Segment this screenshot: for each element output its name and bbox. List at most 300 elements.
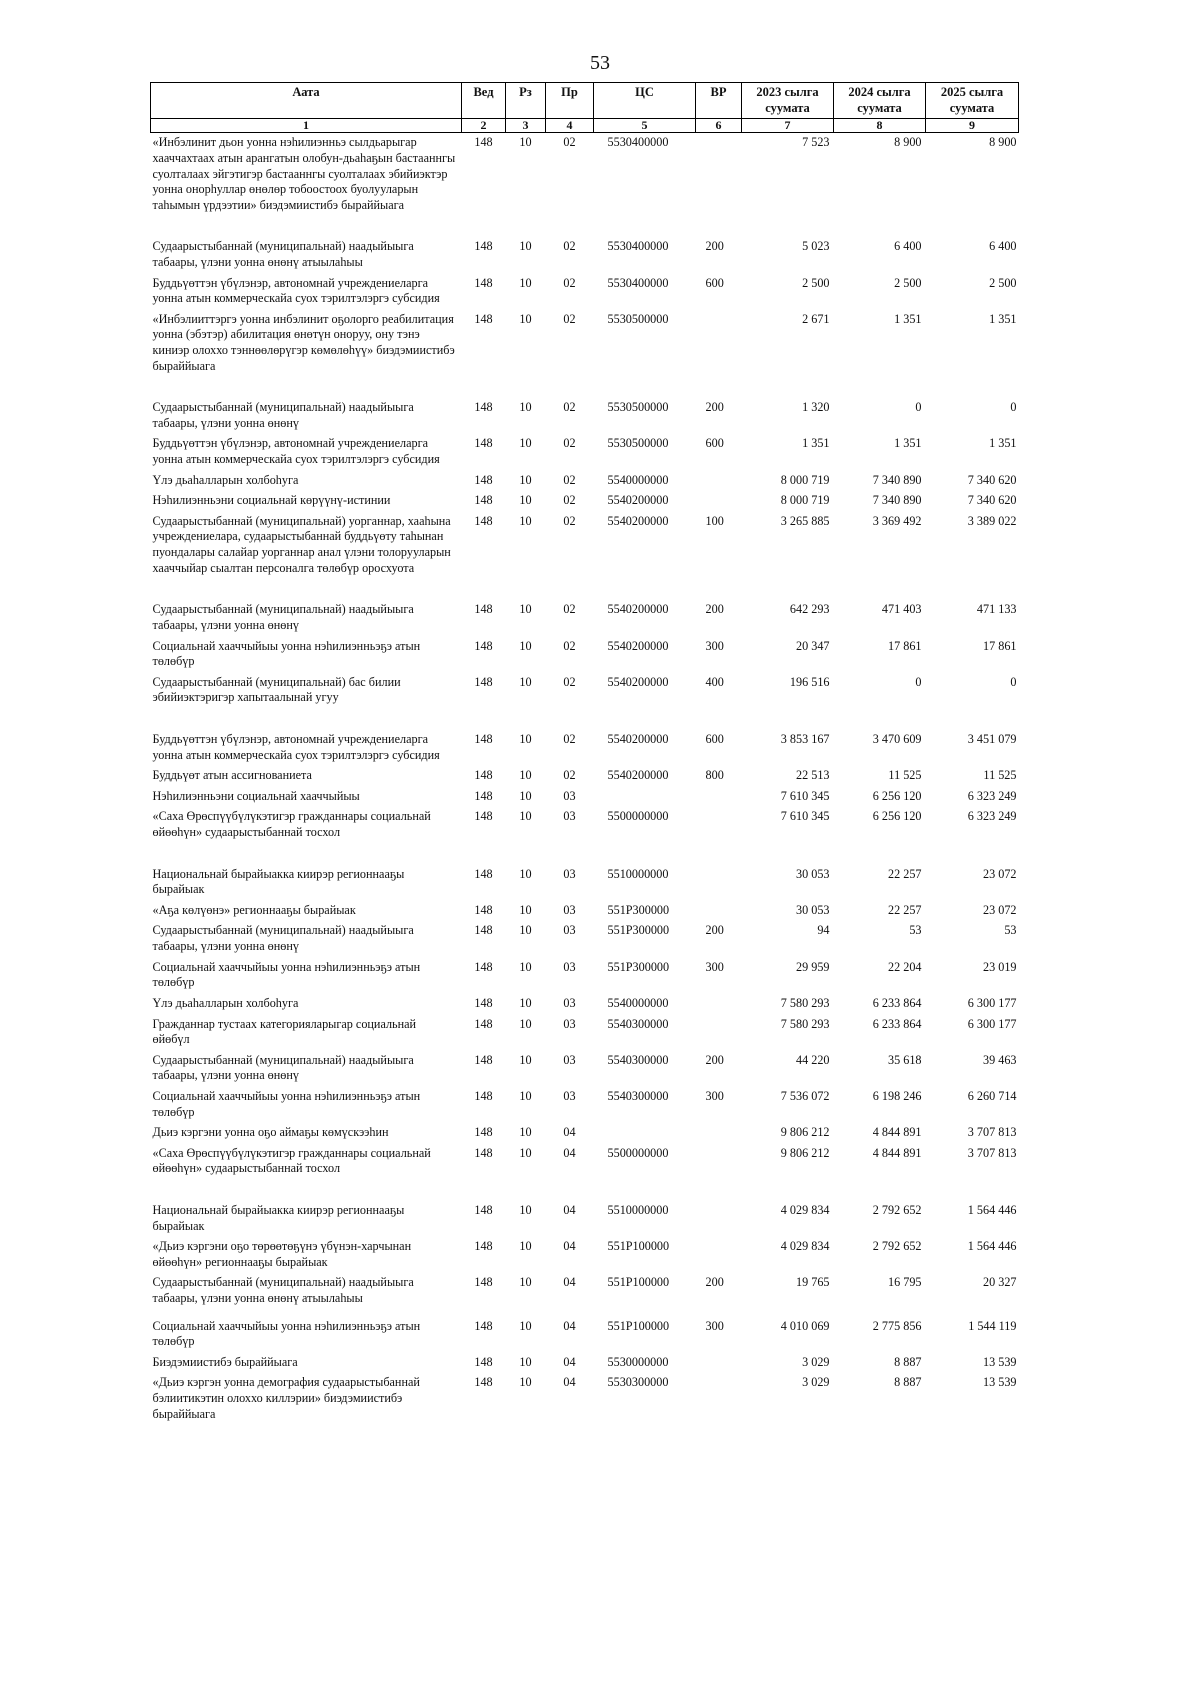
row-cs: 5500000000 xyxy=(607,1145,669,1160)
row-pr: 04 xyxy=(563,1318,576,1333)
row-ved: 148 xyxy=(474,400,493,415)
row-amount-2025: 0 xyxy=(1010,674,1017,689)
row-amount-2025: 1 351 xyxy=(989,436,1017,451)
row-rz: 10 xyxy=(519,275,532,290)
row-cs: 5530400000 xyxy=(607,239,669,254)
row-vr: 200 xyxy=(705,923,724,938)
row-amount-2025: 6 300 177 xyxy=(967,995,1017,1010)
header-ved: Вед xyxy=(462,83,506,119)
row-cs: 551P100000 xyxy=(607,1275,670,1290)
row-name: Судаарыстыбаннай (муниципальнай) уорганнар, хааһына учреждениелара, судаарыстыбаннай буддьүөту таһынан пуондалары салайар уорганнар анал үлэни толорууларын хааччыйар сыалтан персоналга төлөбүр оросхуота xyxy=(152,513,451,575)
header-rz: Рз xyxy=(506,83,546,119)
row-vr: 200 xyxy=(705,602,724,617)
row-ved: 148 xyxy=(474,638,493,653)
row-rz: 10 xyxy=(519,400,532,415)
row-rz: 10 xyxy=(519,959,532,974)
row-ved: 148 xyxy=(474,788,493,803)
row-cs: 5540200000 xyxy=(607,638,669,653)
row-amount-2025: 6 400 xyxy=(989,239,1017,254)
row-amount-2024: 0 xyxy=(915,400,922,415)
header-2023: 2023 сылга суумата xyxy=(742,83,834,119)
row-pr: 02 xyxy=(563,400,576,415)
row-amount-2024: 7 340 890 xyxy=(872,493,922,508)
row-amount-2023: 4 029 834 xyxy=(780,1239,830,1254)
row-amount-2025: 20 327 xyxy=(982,1275,1017,1290)
row-vr xyxy=(696,1201,742,1237)
row-rz: 10 xyxy=(519,1125,532,1140)
row-cs: 5540200000 xyxy=(607,513,669,528)
row-amount-2024: 6 233 864 xyxy=(872,1016,922,1031)
row-amount-2023: 4 029 834 xyxy=(780,1202,830,1217)
row-rz: 10 xyxy=(519,1318,532,1333)
table-row xyxy=(151,1015,1019,1051)
row-pr: 03 xyxy=(563,1088,576,1103)
table-row xyxy=(151,512,1019,600)
row-pr: 02 xyxy=(563,239,576,254)
table-row xyxy=(151,766,1019,787)
row-amount-2024: 53 xyxy=(909,923,922,938)
row-amount-2024: 22 257 xyxy=(887,866,922,881)
row-amount-2024: 35 618 xyxy=(887,1052,922,1067)
row-amount-2023: 5 023 xyxy=(802,239,830,254)
table-row xyxy=(151,1201,1019,1237)
row-ved: 148 xyxy=(474,768,493,783)
row-cs: 5530400000 xyxy=(607,275,669,290)
row-amount-2025: 6 323 249 xyxy=(967,788,1017,803)
row-ved: 148 xyxy=(474,311,493,326)
row-name: Социальнай хааччыйыы уонна нэһилиэнньэҕэ атын төлөбүр xyxy=(152,1088,421,1119)
row-name: Нэһилиэнньэни социальнай көрүүнү-истинии xyxy=(152,493,391,508)
table-row xyxy=(151,807,1019,864)
column-number: 9 xyxy=(926,118,1019,133)
row-name: «Саха Өрөспүүбүлүкэтигэр гражданнары социальнай өйөөһүн» судаарыстыбаннай тосхол xyxy=(152,809,431,840)
table-row xyxy=(151,1317,1019,1353)
table-row xyxy=(151,865,1019,901)
row-cs: 5530300000 xyxy=(607,1375,669,1390)
row-amount-2024: 8 887 xyxy=(894,1375,922,1390)
row-rz: 10 xyxy=(519,731,532,746)
row-cs: 5510000000 xyxy=(607,1202,669,1217)
column-number-row xyxy=(151,118,1019,133)
row-amount-2024: 4 844 891 xyxy=(872,1125,922,1140)
row-cs xyxy=(594,787,696,808)
row-amount-2023: 642 293 xyxy=(789,602,830,617)
row-pr: 03 xyxy=(563,995,576,1010)
row-amount-2025: 39 463 xyxy=(982,1052,1017,1067)
table-row xyxy=(151,1051,1019,1087)
row-ved: 148 xyxy=(474,1275,493,1290)
table-row xyxy=(151,398,1019,434)
row-rz: 10 xyxy=(519,1202,532,1217)
row-name: Судаарыстыбаннай (муниципальнай) наадыйыыга табаары, үлэни уонна өнөнү xyxy=(152,1052,414,1083)
row-vr xyxy=(696,471,742,492)
row-cs: 551P300000 xyxy=(607,923,670,938)
row-amount-2024: 1 351 xyxy=(894,436,922,451)
row-cs xyxy=(594,1123,696,1144)
row-vr xyxy=(696,1353,742,1374)
row-amount-2024: 2 500 xyxy=(894,275,922,290)
header-vr: ВР xyxy=(696,83,742,119)
row-cs: 5530500000 xyxy=(607,436,669,451)
row-vr: 100 xyxy=(705,513,724,528)
row-amount-2025: 3 451 079 xyxy=(967,731,1017,746)
row-cs: 551P300000 xyxy=(607,902,670,917)
row-ved: 148 xyxy=(474,959,493,974)
row-pr: 02 xyxy=(563,602,576,617)
row-amount-2024: 2 775 856 xyxy=(872,1318,922,1333)
row-name: Судаарыстыбаннай (муниципальнай) наадыйыыга табаары, үлэни уонна өнөнү xyxy=(152,923,414,954)
row-name: Үлэ дьаһалларын холбоһуга xyxy=(152,472,299,487)
row-amount-2023: 30 053 xyxy=(795,866,830,881)
row-amount-2023: 1 351 xyxy=(802,436,830,451)
row-pr: 02 xyxy=(563,493,576,508)
page-number: 53 xyxy=(590,52,610,74)
row-pr: 04 xyxy=(563,1145,576,1160)
row-cs: 551P100000 xyxy=(607,1318,670,1333)
row-pr: 02 xyxy=(563,472,576,487)
row-name: Нэһилиэнньэни социальнай хааччыйыы xyxy=(152,788,360,803)
row-vr xyxy=(696,1123,742,1144)
row-vr: 300 xyxy=(705,1318,724,1333)
row-amount-2025: 1 564 446 xyxy=(967,1239,1017,1254)
row-ved: 148 xyxy=(474,995,493,1010)
row-amount-2025: 1 544 119 xyxy=(968,1318,1017,1333)
row-vr: 300 xyxy=(705,959,724,974)
row-pr: 02 xyxy=(563,311,576,326)
row-amount-2025: 471 133 xyxy=(976,602,1017,617)
row-cs: 5510000000 xyxy=(607,866,669,881)
row-vr: 800 xyxy=(705,768,724,783)
row-rz: 10 xyxy=(519,768,532,783)
header-pr: Пр xyxy=(546,83,594,119)
row-ved: 148 xyxy=(474,513,493,528)
row-name: Үлэ дьаһалларын холбоһуга xyxy=(152,995,299,1010)
row-amount-2025: 8 900 xyxy=(989,135,1017,150)
row-amount-2025: 0 xyxy=(1010,400,1017,415)
header-cs: ЦС xyxy=(594,83,696,119)
row-amount-2025: 3 707 813 xyxy=(967,1145,1017,1160)
row-pr: 04 xyxy=(563,1375,576,1390)
row-vr xyxy=(696,787,742,808)
row-amount-2023: 29 959 xyxy=(795,959,830,974)
column-number: 1 xyxy=(151,118,462,133)
row-ved: 148 xyxy=(474,1088,493,1103)
row-pr: 03 xyxy=(563,959,576,974)
row-ved: 148 xyxy=(474,1125,493,1140)
row-ved: 148 xyxy=(474,674,493,689)
row-name: «Дьиэ кэргэни оҕо төрөөтөҕүнэ үбүнэн-харчынан өйөөһүн» регионнааҕы бырайыак xyxy=(152,1239,412,1269)
table-row xyxy=(151,237,1019,273)
row-name: Буддьүөттэн үбүлэнэр, автономнай учреждениеларга уонна атын коммерческайа суох тэрилтэлэргэ субсидия xyxy=(152,275,440,306)
row-rz: 10 xyxy=(519,311,532,326)
row-ved: 148 xyxy=(474,602,493,617)
row-ved: 148 xyxy=(474,275,493,290)
row-rz: 10 xyxy=(519,1375,532,1390)
row-rz: 10 xyxy=(519,239,532,254)
row-vr xyxy=(696,994,742,1015)
row-cs: 5540200000 xyxy=(607,768,669,783)
row-vr xyxy=(696,1144,742,1201)
row-pr: 04 xyxy=(563,1354,576,1369)
row-name: Судаарыстыбаннай (муниципальнай) наадыйыыга табаары, үлэни уонна өнөнү xyxy=(152,400,414,430)
row-rz: 10 xyxy=(519,602,532,617)
row-pr: 02 xyxy=(563,275,576,290)
row-vr: 200 xyxy=(705,1052,724,1067)
row-name: Судаарыстыбаннай (муниципальнай) наадыйыыга табаары, үлэни уонна өнөнү атыылаһыы xyxy=(152,239,414,269)
row-amount-2023: 19 765 xyxy=(795,1275,830,1290)
row-cs: 5540200000 xyxy=(607,674,669,689)
row-amount-2025: 6 260 714 xyxy=(967,1088,1017,1103)
row-vr: 300 xyxy=(705,1088,724,1103)
table-row xyxy=(151,1373,1019,1425)
row-name: Биэдэмиистибэ быраййыага xyxy=(152,1354,298,1369)
row-pr: 03 xyxy=(563,1052,576,1067)
row-name: Социальнай хааччыйыы уонна нэһилиэнньэҕэ атын төлөбүр xyxy=(152,638,421,669)
table-row xyxy=(151,1144,1019,1201)
table-row xyxy=(151,1123,1019,1144)
row-ved: 148 xyxy=(474,239,493,254)
row-rz: 10 xyxy=(519,995,532,1010)
row-rz: 10 xyxy=(519,493,532,508)
row-pr: 04 xyxy=(563,1275,576,1290)
row-vr: 600 xyxy=(705,436,724,451)
row-amount-2024: 8 900 xyxy=(894,135,922,150)
row-amount-2023: 9 806 212 xyxy=(780,1125,830,1140)
row-cs: 5530400000 xyxy=(607,135,669,150)
row-amount-2024: 8 887 xyxy=(894,1354,922,1369)
row-amount-2025: 53 xyxy=(1004,923,1017,938)
row-pr: 03 xyxy=(563,809,576,824)
row-amount-2023: 8 000 719 xyxy=(780,493,830,508)
row-amount-2024: 6 198 246 xyxy=(872,1088,922,1103)
row-amount-2024: 22 257 xyxy=(887,902,922,917)
row-pr: 02 xyxy=(563,768,576,783)
row-amount-2023: 9 806 212 xyxy=(780,1145,830,1160)
row-ved: 148 xyxy=(474,135,493,150)
row-amount-2023: 22 513 xyxy=(795,768,830,783)
row-amount-2023: 7 610 345 xyxy=(780,788,830,803)
row-vr: 200 xyxy=(705,239,724,254)
row-amount-2023: 3 853 167 xyxy=(780,731,830,746)
row-amount-2025: 11 525 xyxy=(983,768,1017,783)
row-ved: 148 xyxy=(474,731,493,746)
row-amount-2023: 8 000 719 xyxy=(780,472,830,487)
row-vr xyxy=(696,865,742,901)
row-amount-2025: 7 340 620 xyxy=(967,493,1017,508)
row-name: «Аҕа көлүөнэ» регионнааҕы бырайыак xyxy=(152,902,356,917)
row-amount-2024: 2 792 652 xyxy=(872,1239,922,1254)
row-ved: 148 xyxy=(474,1318,493,1333)
row-amount-2025: 1 351 xyxy=(989,311,1017,326)
table-row xyxy=(151,491,1019,512)
row-rz: 10 xyxy=(519,1239,532,1254)
row-amount-2024: 0 xyxy=(915,674,922,689)
row-rz: 10 xyxy=(519,674,532,689)
row-amount-2024: 7 340 890 xyxy=(872,472,922,487)
row-pr: 02 xyxy=(563,135,576,150)
row-amount-2023: 30 053 xyxy=(795,902,830,917)
row-rz: 10 xyxy=(519,1145,532,1160)
budget-table xyxy=(150,82,1019,1425)
row-amount-2023: 7 580 293 xyxy=(780,995,830,1010)
row-pr: 04 xyxy=(563,1125,576,1140)
row-ved: 148 xyxy=(474,1375,493,1390)
row-vr: 600 xyxy=(705,275,724,290)
row-name: Буддьүөттэн үбүлэнэр, автономнай учреждениеларга уонна атын коммерческайа суох тэрилтэлэргэ субсидия xyxy=(152,436,440,467)
row-ved: 148 xyxy=(474,472,493,487)
row-cs: 5540300000 xyxy=(607,1088,669,1103)
row-rz: 10 xyxy=(519,638,532,653)
table-row xyxy=(151,1273,1019,1316)
table-row xyxy=(151,921,1019,957)
row-cs: 5540200000 xyxy=(607,493,669,508)
row-vr xyxy=(696,807,742,864)
row-name: Судаарыстыбаннай (муниципальнай) наадыйыыга табаары, үлэни уонна өнөнү атыылаһыы xyxy=(152,1275,414,1306)
row-amount-2023: 3 029 xyxy=(802,1354,830,1369)
row-vr xyxy=(696,1373,742,1425)
row-amount-2024: 2 792 652 xyxy=(872,1202,922,1217)
row-amount-2024: 17 861 xyxy=(887,638,922,653)
row-amount-2025: 23 072 xyxy=(982,902,1017,917)
row-amount-2024: 22 204 xyxy=(887,959,922,974)
row-amount-2024: 3 470 609 xyxy=(872,731,922,746)
row-amount-2025: 13 539 xyxy=(982,1354,1017,1369)
row-pr: 03 xyxy=(563,788,576,803)
row-amount-2023: 7 523 xyxy=(802,135,830,150)
row-ved: 148 xyxy=(474,493,493,508)
table-row xyxy=(151,673,1019,730)
row-amount-2024: 471 403 xyxy=(881,602,922,617)
row-cs: 5540200000 xyxy=(607,602,669,617)
table-row xyxy=(151,958,1019,994)
row-pr: 02 xyxy=(563,731,576,746)
row-vr: 400 xyxy=(705,674,724,689)
row-name: Судаарыстыбаннай (муниципальнай) бас билии эбийиэктэригэр хапытаалынай угуу xyxy=(152,674,401,705)
row-name: «Инбэлииттэргэ уонна инбэлинит оҕолорго реабилитация уонна (эбэтэр) абилитация өнөтүн оноруу, ону тэнэ киниэр олоххо тэннөөлөрүгэр көмөлөһүү» биэдэмиистибэ быраййыага xyxy=(152,311,455,373)
row-vr xyxy=(696,133,742,238)
row-amount-2024: 1 351 xyxy=(894,311,922,326)
row-cs: 5540000000 xyxy=(607,995,669,1010)
row-amount-2023: 20 347 xyxy=(795,638,830,653)
row-vr: 200 xyxy=(705,1275,724,1290)
row-ved: 148 xyxy=(474,809,493,824)
row-name: Буддьүөт атын ассигнованиета xyxy=(152,768,312,783)
row-rz: 10 xyxy=(519,902,532,917)
row-amount-2025: 23 072 xyxy=(982,866,1017,881)
row-amount-2025: 3 389 022 xyxy=(967,513,1017,528)
row-amount-2023: 7 536 072 xyxy=(780,1088,830,1103)
row-amount-2023: 3 265 885 xyxy=(780,513,830,528)
row-vr xyxy=(696,901,742,922)
table-row xyxy=(151,310,1019,398)
table-row xyxy=(151,1237,1019,1273)
row-cs: 5530000000 xyxy=(607,1354,669,1369)
row-name: «Инбэлинит дьон уонна нэһилиэнньэ сылдьарыгар хааччахтаах атын арангатын олобун-дьаһаҕын бастааннгы суолталаах эйгэтигэр бастааннгы суолталаах эбийиэктэр уонна онорһуллар өнөлөр тобоостоох буолууларын таһымын үрдээтии» биэдэмиистибэ быраййыага xyxy=(152,135,456,212)
row-amount-2023: 94 xyxy=(817,923,830,938)
row-rz: 10 xyxy=(519,866,532,881)
row-vr: 200 xyxy=(705,400,724,415)
row-amount-2025: 2 500 xyxy=(989,275,1017,290)
row-pr: 02 xyxy=(563,513,576,528)
row-amount-2025: 23 019 xyxy=(982,959,1017,974)
column-number: 2 xyxy=(462,118,506,133)
row-pr: 03 xyxy=(563,923,576,938)
column-number: 4 xyxy=(546,118,594,133)
row-name: «Дьиэ кэргэн уонна демография судаарыстыбаннай бэлиитикэтин олоххо киллэрии» биэдэмиистибэ быраййыага xyxy=(152,1375,420,1421)
table-row xyxy=(151,1087,1019,1123)
row-cs: 5540000000 xyxy=(607,472,669,487)
row-rz: 10 xyxy=(519,135,532,150)
table-row xyxy=(151,600,1019,636)
row-vr xyxy=(696,1015,742,1051)
header-row xyxy=(151,83,1019,119)
table-row xyxy=(151,133,1019,238)
header-2025: 2025 сылга суумата xyxy=(926,83,1019,119)
row-amount-2023: 2 671 xyxy=(802,311,830,326)
row-cs: 5530500000 xyxy=(607,311,669,326)
row-rz: 10 xyxy=(519,788,532,803)
row-amount-2023: 2 500 xyxy=(802,275,830,290)
row-name: Национальнай бырайыакка киирэр регионнааҕы бырайыак xyxy=(152,866,405,897)
row-cs: 5540300000 xyxy=(607,1016,669,1031)
row-ved: 148 xyxy=(474,1354,493,1369)
table-row xyxy=(151,471,1019,492)
table-row xyxy=(151,274,1019,310)
row-cs: 5500000000 xyxy=(607,809,669,824)
row-amount-2025: 17 861 xyxy=(982,638,1017,653)
row-ved: 148 xyxy=(474,1052,493,1067)
row-amount-2025: 6 323 249 xyxy=(967,809,1017,824)
row-vr: 300 xyxy=(705,638,724,653)
row-rz: 10 xyxy=(519,1052,532,1067)
row-cs: 551P100000 xyxy=(607,1239,670,1254)
table-row xyxy=(151,637,1019,673)
column-number: 6 xyxy=(696,118,742,133)
row-pr: 02 xyxy=(563,674,576,689)
row-name: Социальнай хааччыйыы уонна нэһилиэнньэҕэ атын төлөбүр xyxy=(152,959,421,990)
row-vr xyxy=(696,491,742,512)
row-rz: 10 xyxy=(519,436,532,451)
row-amount-2024: 11 525 xyxy=(888,768,922,783)
row-vr: 600 xyxy=(705,731,724,746)
row-pr: 03 xyxy=(563,902,576,917)
table-header xyxy=(151,83,1019,133)
row-name: Национальнай бырайыакка киирэр регионнааҕы бырайыак xyxy=(152,1202,405,1233)
table-row xyxy=(151,730,1019,766)
row-rz: 10 xyxy=(519,1275,532,1290)
row-name: Социальнай хааччыйыы уонна нэһилиэнньэҕэ атын төлөбүр xyxy=(152,1318,421,1349)
table-row xyxy=(151,1353,1019,1374)
row-rz: 10 xyxy=(519,809,532,824)
row-amount-2024: 6 233 864 xyxy=(872,995,922,1010)
row-ved: 148 xyxy=(474,1145,493,1160)
row-name: Буддьүөттэн үбүлэнэр, автономнай учреждениеларга уонна атын коммерческайа суох тэрилтэлэргэ субсидия xyxy=(152,731,440,762)
row-ved: 148 xyxy=(474,1202,493,1217)
column-number: 8 xyxy=(834,118,926,133)
table-row xyxy=(151,434,1019,470)
row-pr: 02 xyxy=(563,436,576,451)
row-cs: 5530500000 xyxy=(607,400,669,415)
row-amount-2023: 4 010 069 xyxy=(780,1318,830,1333)
row-rz: 10 xyxy=(519,1354,532,1369)
row-cs: 5540300000 xyxy=(607,1052,669,1067)
row-amount-2023: 7 580 293 xyxy=(780,1016,830,1031)
row-ved: 148 xyxy=(474,1239,493,1254)
row-amount-2025: 13 539 xyxy=(982,1375,1017,1390)
table-row xyxy=(151,901,1019,922)
row-amount-2023: 1 320 xyxy=(802,400,830,415)
row-pr: 02 xyxy=(563,638,576,653)
